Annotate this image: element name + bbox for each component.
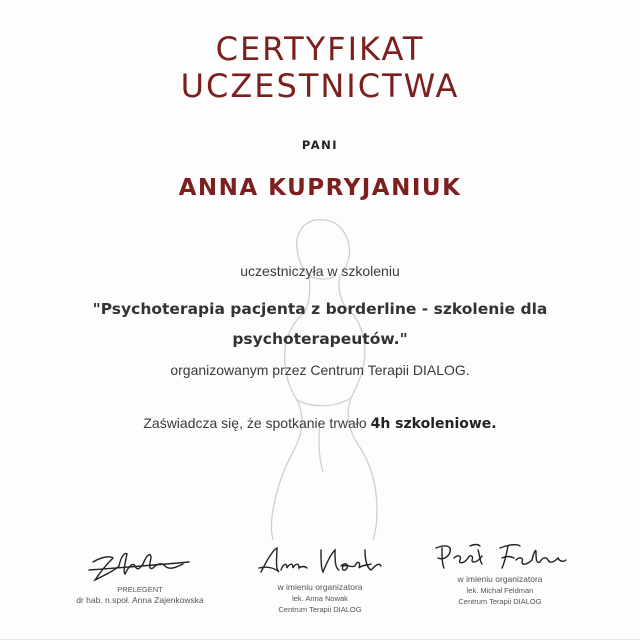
certificate-title-line2: UCZESTNICTWA <box>180 67 460 105</box>
handwritten-signature-1 <box>85 544 195 584</box>
organizer-text: organizowanym przez Centrum Terapii DIALOG. <box>170 362 470 378</box>
signature-name: lek. Michał Feldman <box>466 586 534 595</box>
signature-name: dr hab. n.społ. Anna Zajenkowska <box>76 595 204 605</box>
handwritten-signature-3 <box>430 538 570 574</box>
participant-name: ANNA KUPRYJANIUK <box>178 175 462 201</box>
duration-value: 4h szkoleniowe. <box>370 416 497 432</box>
salutation: PANI <box>301 138 339 152</box>
signature-name: lek. Anna Nowak <box>292 594 348 603</box>
duration-statement <box>0 415 640 432</box>
signature-role: PRELEGENT <box>117 585 163 594</box>
handwritten-signature-2 <box>255 540 385 582</box>
signature-role: w imieniu organizatora <box>277 582 363 592</box>
duration-prefix: Zaświadcza się, że spotkanie trwało <box>143 415 367 431</box>
course-title: "Psychoterapia pacjenta z borderline - szkolenie dla psychoterapeutów." <box>92 300 548 348</box>
signature-block-lecturer <box>40 544 240 606</box>
signature-role: w imieniu organizatora <box>457 574 543 584</box>
signature-block-organizer-2 <box>405 538 595 607</box>
signature-org: Centrum Terapii DIALOG <box>278 605 362 614</box>
signature-block-organizer-1 <box>225 540 415 615</box>
participated-text: uczestniczyła w szkoleniu <box>240 263 400 279</box>
signature-org: Centrum Terapii DIALOG <box>458 597 542 606</box>
certificate-title-line1: CERTYFIKAT <box>215 30 425 68</box>
